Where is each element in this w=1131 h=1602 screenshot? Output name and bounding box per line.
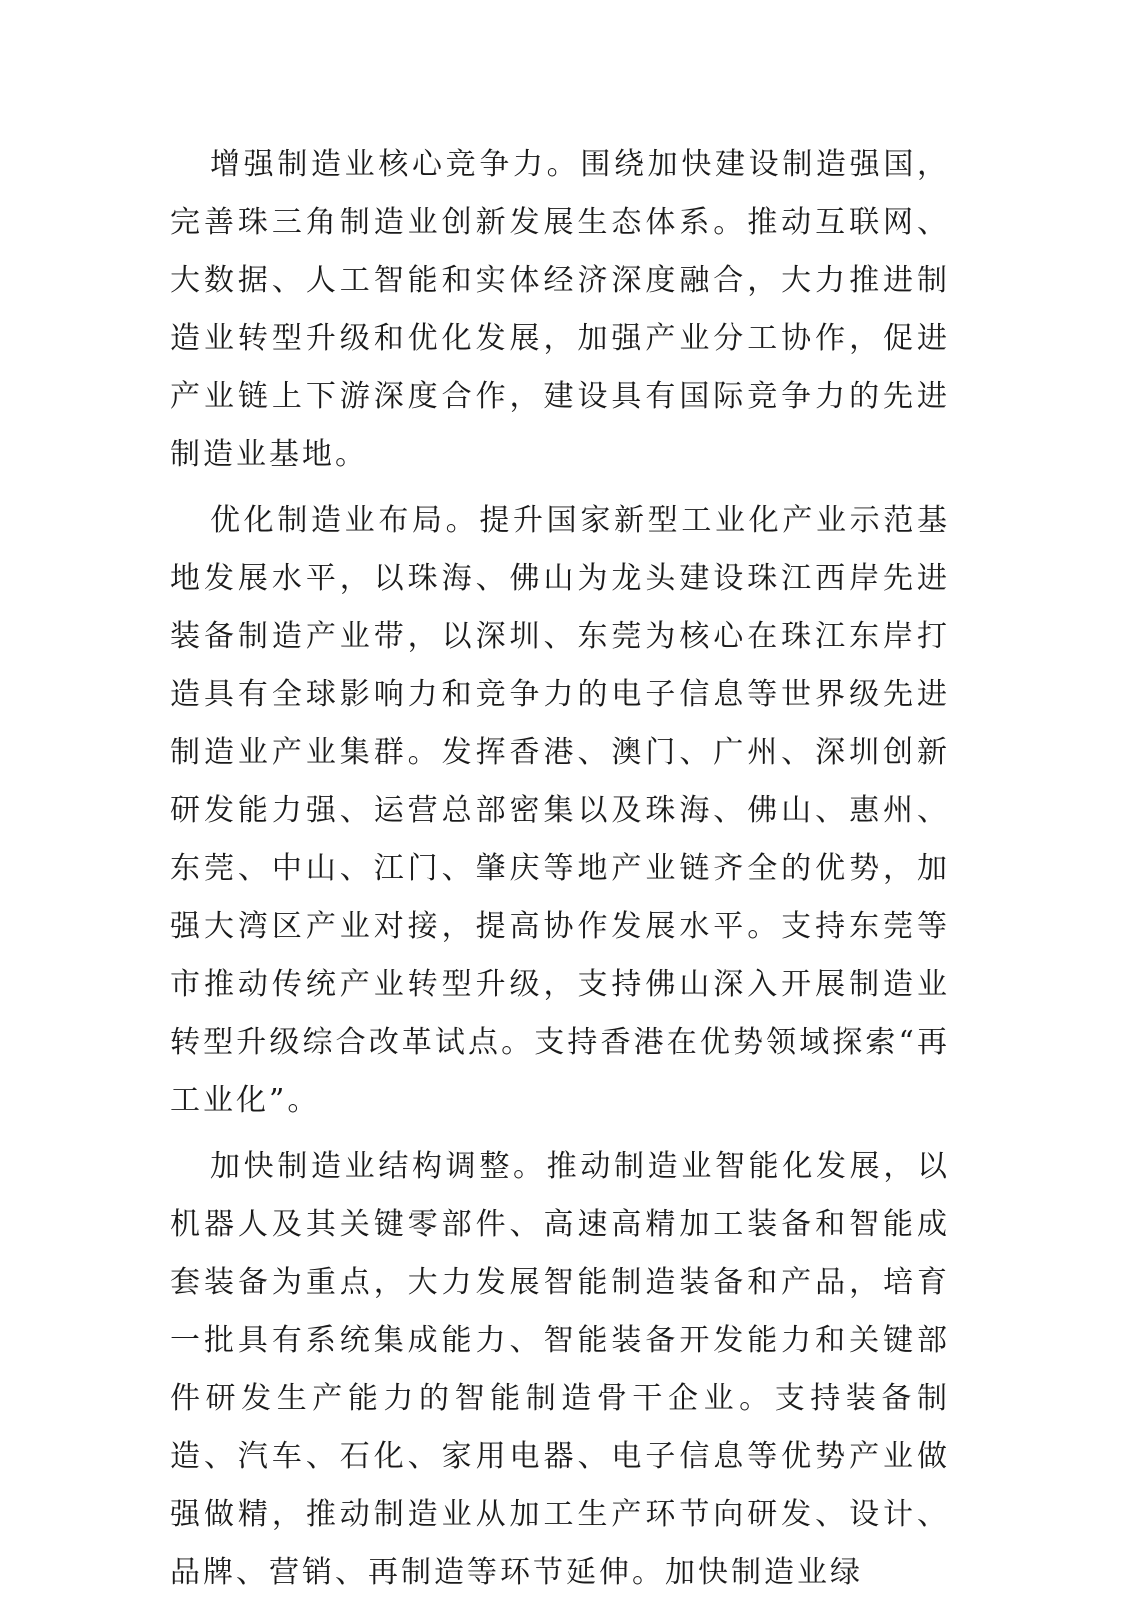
paragraph-manufacturing-restructuring: 加快制造业结构调整。推动制造业智能化发展，以机器人及其关键零部件、高速高精加工装备和智能成套装备为重点，大力发展智能制造装备和产品，培育一批具有系统集成能力、智能装备开发能力和关键部件研发生产能力的智能制造骨干企业。支持装备制造、汽车、石化、家用电器、电子信息等优势产业做强做精，推动制造业从加工生产环节向研发、设计、品牌、营销、再制造等环节延伸。加快制造业绿 (170, 1149, 950, 1590)
paragraph-manufacturing-competitiveness: 增强制造业核心竞争力。围绕加快建设制造强国，完善珠三角制造业创新发展生态体系。推动互联网、大数据、人工智能和实体经济深度融合，大力推进制造业转型升级和优化发展，加强产业分工协作，促进产业链上下游深度合作，建设具有国际竞争力的先进制造业基地。 (170, 147, 950, 472)
document-body (170, 136, 950, 1602)
paragraph-manufacturing-layout: 优化制造业布局。提升国家新型工业化产业示范基地发展水平，以珠海、佛山为龙头建设珠江西岸先进装备制造产业带，以深圳、东莞为核心在珠江东岸打造具有全球影响力和竞争力的电子信息等世界级先进制造业产业集群。发挥香港、澳门、广州、深圳创新研发能力强、运营总部密集以及珠海、佛山、惠州、东莞、中山、江门、肇庆等地产业链齐全的优势，加强大湾区产业对接，提高协作发展水平。支持东莞等市推动传统产业转型升级，支持佛山深入开展制造业转型升级综合改革试点。支持香港在优势领域探索“再工业化”。 (170, 503, 950, 1118)
